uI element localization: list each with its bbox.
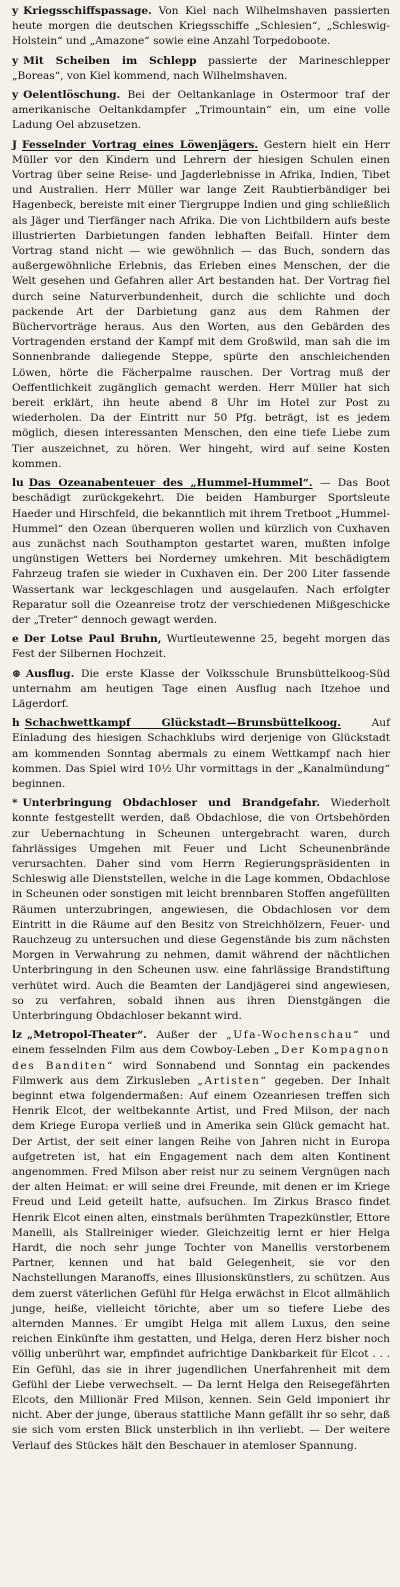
article-headline: Kriegsschiffspassage. — [23, 5, 152, 17]
article-ausflug — [12, 667, 390, 713]
article-headline: Das Ozeanabenteuer des „Hummel-Hummel“. — [28, 477, 313, 490]
article-headline: Fesselnder Vortrag eines Löwenjägers. — [22, 138, 259, 151]
article-body-part: und einem fesselnden Film aus dem Cowboy-Leben — [12, 1029, 391, 1057]
article-loewenjaeger — [12, 138, 390, 472]
article-marker: e — [12, 633, 19, 646]
article-marker: J — [12, 138, 18, 151]
article-headline: Unterbringung Obdachloser und Brandgefahr. — [22, 797, 320, 810]
article-oelentloeschung — [12, 88, 390, 134]
article-headline: Der Lotse Paul Bruhn, — [23, 633, 162, 646]
article-text — [12, 4, 390, 50]
article-text — [12, 667, 390, 713]
article-lotse-bruhn — [12, 632, 390, 662]
article-schachwettkampf — [12, 716, 390, 792]
article-body: — Das Boot beschädigt zurückgekehrt. Die beiden Hamburger Sportsleute Haeder und Hirschfeld, die bekanntlich mit ihrem Tretboot „Hummel-Hummel“ den Ozean überqueren wollen und kürzlich von Cuxhaven aus zunächst nach Southampton gestartet waren, mußten infolge ungünstigen Wetters bei Norderney umkehren. Mit beschädigtem Fahrzeug trafen sie wieder in Cuxhaven ein. Der 200 Liter fassende Wassertank war leckgeschlagen und ausgelaufen. Nach erfolgter Reparatur soll die Ozeanreise trotz der verschiedenen Mißgeschicke der „Treter“ dennoch gewagt werden. — [12, 477, 390, 626]
film-title-ufa: „Ufa-Wochenschau“ — [226, 1029, 361, 1042]
article-marker: lz — [12, 1029, 23, 1042]
article-text — [12, 632, 390, 662]
article-ozeanabenteuer — [12, 476, 390, 628]
article-marker: y — [12, 5, 19, 17]
article-headline: Mit Scheiben im Schlepp — [23, 54, 197, 67]
article-headline: Ausflug. — [25, 667, 75, 680]
film-title-kompagnon: „Der Kompagnon des Banditen“ — [12, 1044, 390, 1072]
article-headline: Schachwettkampf Glückstadt—Brunsbüttelkoog. — [24, 717, 341, 730]
article-text — [12, 1028, 390, 1454]
article-body: Wiederholt konnte festgestellt werden, daß Obdachlose, die von Ortsbehörden zur Uebernachtung in Scheunen untergebracht waren, durch fahrlässiges Umgehen mit Feuer und Licht Scheunenbrände verursachten. Daher sind vom Herrn Regierungspräsidenten in Schleswig alle Dienststellen, welche in die Lage kommen, Obdachlose in Scheunen oder sonstigen mit leicht brennbaren Stoffen angefüllten Räumen unterzubringen, angewiesen, die Obdachlosen vor dem Eintritt in die Räume auf den Besitz von Streichhölzern, Feuer- und Rauchzeug zu untersuchen und diese Gegenstände bis zum nächsten Morgen in Verwahrung zu nehmen, damit während der nächtlichen Unterbringung in den Scheunen usw. eine fahrlässige Brandstiftung verhütet wird. Auch die Beamten der Landjägerei sind angewiesen, so zu verfahren, sobald ihnen aus ihren Dienstgängen die Unterbringung Obdachloser bekannt wird. — [12, 797, 390, 1022]
article-body: Die erste Klasse der Volksschule Brunsbüttelkoog-Süd unternahm am heutigen Tage einen Ausflug nach Itzehoe und Lägerdorf. — [12, 667, 390, 710]
article-marker: lu — [12, 477, 24, 490]
article-text — [12, 796, 390, 1024]
article-obdachlose — [12, 796, 390, 1024]
article-marker: ⊛ — [12, 667, 21, 680]
article-body: Von Kiel nach Wilhelmshaven passierten heute morgen die deutschen Kriegsschiffe „Schlesien“, „Schleswig-Holstein“ und „Amazone“ sowie eine Anzahl Torpedoboote. — [12, 5, 391, 48]
article-body-part: gegeben. Der Inhalt beginnt etwa folgendermaßen: Auf einem Ozeanriesen treffen sich Henrik Elcot, der weltbekannte Artist, und Fred Milson, der nach dem Kriege Europa verließ und in Amerika sein Glück gemacht hat. Der Artist, der seit einer langen Reihe von Jahren nicht in Europa aufgetreten ist, hat ein Engagement nach dem alten Kontinent angenommen. Fred Milson aber reist nur zu seinem Vergnügen nach der alten Heimat: er will seine drei Freunde, mit denen er im Kriege Freud und Leid geteilt hatte, aufsuchen. Im Zirkus Brasco findet Henrik Elcot einen alten, einstmals berühmten Trapezkünstler, Ettore Manelli, als Stallreiniger wieder. Gleichzeitig lernt er hier Helga Hardt, die noch sehr junge Tochter von Manellis verstorbenem Partner, kennen und hat bald Gelegenheit, sie vor den Nachstellungen Maranoffs, eines Illusionskünstlers, zu schützen. Aus dem zuerst väterlichen Gefühl für Helga erwächst in Elcot allmählich junge, heiße, vielleicht törichte, aber um so tiefere Liebe des alternden Mannes. Er umgibt Helga mit allem Luxus, den seine reichen Einkünfte ihm gestatten, und Helga, deren Herz bisher noch völlig unberührt war, empfindet aufrichtige Dankbarkeit für Elcot . . . Ein Gefühl, das sie in ihrer jugendlichen Unerfahrenheit mit dem Gefühl der Liebe verwechselt. — Da lernt Helga den Reisegefährten Elcots, den Millionär Fred Milson, kennen. Sein Geld imponiert ihr nicht. Aber der junge, überaus stattliche Mann gefällt ihr so sehr, daß sie sich vom ersten Blick unsterblich in ihn verliebt. — Der weitere Verlauf des Stückes hält den Beschauer in atemloser Spannung. — [12, 1074, 390, 1452]
article-marker: y — [12, 89, 19, 102]
article-body-part: Außer der — [156, 1029, 227, 1042]
article-body: Bei der Oeltankanlage in Ostermoor traf der amerikanische Oeltankdampfer „Trimountain“ ein, um eine volle Ladung Oel abzusetzen. — [12, 89, 390, 132]
article-text — [12, 88, 390, 134]
article-headline: Oelentlöschung. — [23, 89, 121, 102]
article-text — [12, 54, 390, 84]
article-text — [12, 138, 390, 472]
article-text — [12, 476, 390, 628]
article-body: Wurtleutewenne 25, begeht morgen das Fest der Silbernen Hochzeit. — [12, 633, 390, 661]
article-body: Gestern hielt ein Herr Müller vor den Kindern und Lehrern der hiesigen Schulen einen Vortrag über seine Reise- und Jagderlebnisse in Afrika, Indien, Tibet und Australien. Herr Müller war lange Zeit Raubtierbändiger bei Hagenbeck, bereiste mit einer Tiergruppe Indien und ging schließlich als Jäger und Tierfänger nach Afrika. Die von Lichtbildern aufs beste illustrierten Darbietungen fanden lebhaften Beifall. Hinter dem Vortrag stand nicht — wie gewöhnlich — das Buch, sondern das außergewöhnliche Erlebnis, das Erleben eines Menschen, der die Welt gesehen und Gefahren aller Art bestanden hat. Der Vortrag fiel durch seine Naturverbundenheit, durch die schlichte und doch packende Art der Darbietung ganz aus dem Rahmen der Büchervorträge heraus. Aus den Worten, aus den Gebärden des Vortragenden erstand der Kampf mit dem Großwild, man sah die im Sonnenbrande daliegende Steppe, spürte den anschleichenden Löwen, hörte die Fächerpalme rauschen. Der Vortrag muß der Oeffentlichkeit zugänglich gemacht werden. Herr Müller hat sich bereit erklärt, ihn heute abend 8 Uhr im Hotel zur Post zu wiederholen. Da der Eintritt nur 50 Pfg. beträgt, ist es jedem möglich, diesen interessanten Menschen, den eine tiefe Liebe zum Tier auszeichnet, zu hören. Wer hingeht, wird auf seine Kosten kommen. — [12, 138, 390, 470]
article-metropol-theater — [12, 1028, 390, 1454]
article-scheiben-im-schlepp — [12, 54, 390, 84]
article-kriegsschiffspassage — [12, 4, 390, 50]
article-marker: y — [12, 54, 19, 67]
film-title-artisten: „Artisten“ — [197, 1074, 268, 1087]
article-body: passierte der Marineschlepper „Boreas“, von Kiel kommend, nach Wilhelmshaven. — [12, 54, 390, 82]
article-body: Auf Einladung des hiesigen Schachklubs wird derjenige von Glückstadt am kommenden Sonntag abermals zu einem Wettkampf nach hier kommen. Das Spiel wird 10½ Uhr vormittags in der „Kanalmündung“ beginnen. — [12, 717, 390, 790]
article-headline: „Metropol-Theater“. — [27, 1029, 147, 1042]
article-text — [12, 716, 390, 792]
article-body-part: wird Sonnabend und Sonntag ein packendes Filmwerk aus dem Zirkusleben — [12, 1059, 390, 1087]
article-marker: h — [12, 717, 20, 730]
article-marker: * — [12, 797, 18, 810]
